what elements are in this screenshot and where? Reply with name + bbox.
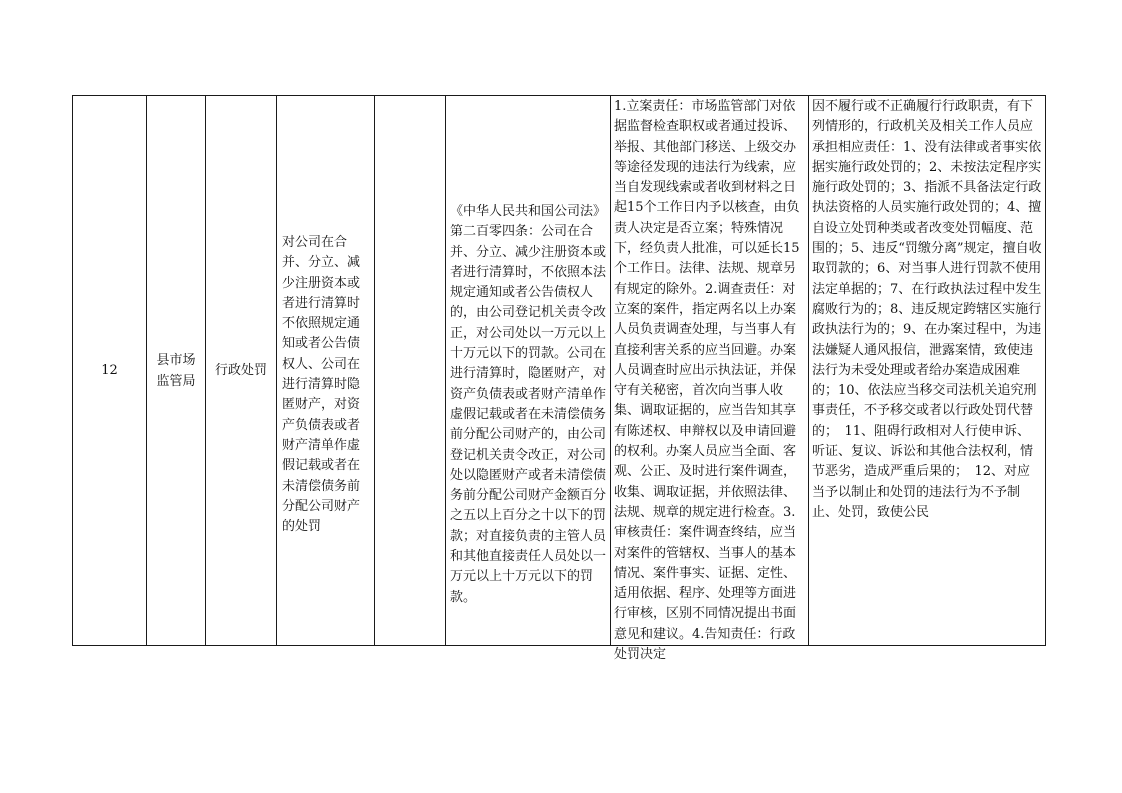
legal-basis: 《中华人民共和国公司法》第二百零四条：公司在合并、分立、减少注册资本或者进行清算时，不依照本法规定通知或者公告债权人的，由公司登记机关责令改正，对公司处以一万元以上十万元以下的罚款。公司在进行清算时，隐匿财产，对资产负债表或者财产清单作虚假记载或者在未清偿债务前分配公司财产的，由公司登记机关责令改正，对公司处以隐匿财产或者未清偿债务前分配公司财产金额百分之五以上百分之十以下的罚款；对直接负责的主管人员和其他直接责任人员处以一万元以上十万元以下的罚款。	[450, 204, 607, 605]
sub-item-cell	[375, 96, 446, 646]
category: 行政处罚	[214, 363, 267, 378]
department-cell	[147, 96, 206, 646]
department-name-line1: 县市场	[156, 352, 196, 368]
table-row	[73, 96, 1046, 646]
responsibility-table	[72, 95, 1046, 663]
category-cell	[206, 96, 277, 646]
legal-basis-cell	[446, 96, 611, 646]
responsibilities-cell	[611, 96, 809, 663]
department-name-line2: 监管局	[156, 373, 196, 389]
responsibilities: 1.立案责任：市场监管部门对依据监督检查职权或者通过投诉、举报、其他部门移送、上级交办等途径发现的违法行为线索，应当自发现线索或者收到材料之日起15个工作日内予以核查，由负责人决定是否立案；特殊情况下，经负责人批准，可以延长15个工作日。法律、法规、规章另有规定的除外。2.调查责任：对立案的案件，指定两名以上办案人员负责调查处理，与当事人有直接利害关系的应当回避。办案人员调查时应出示执法证，并保守有关秘密，首次向当事人收集、调取证据的，应当告知其享有陈述权、申辩权以及申请回避的权利。办案人员应当全面、客观、公正、及时进行案件调查，收集、调取证据，并依照法律、法规、规章的规定进行检查。3.审核责任：案件调查终结，应当对案件的管辖权、当事人的基本情况、案件事实、证据、定性、适用依据、程序、处理等方面进行审核，区别不同情况提出书面意见和建议。4.告知责任：行政处罚决定	[614, 99, 800, 663]
row-number-cell	[73, 96, 147, 646]
accountability: 因不履行或不正确履行行政职责，有下列情形的，行政机关及相关工作人员应承担相应责任：1、没有法律或者事实依据实施行政处罚的；2、未按法定程序实施行政处罚的；3、指派不具备法定行政执法资格的人员实施行政处罚的；4、擅自设立处罚种类或者改变处罚幅度、范围的；5、违反“罚缴分离”规定，擅自收取罚款的；6、对当事人进行罚款不使用法定单据的；7、在行政执法过程中发生腐败行为的；8、违反规定跨辖区实施行政执法行为的；9、在办案过程中，为违法嫌疑人通风报信，泄露案情，致使违法行为未受处理或者给办案造成困难的；10、依法应当移交司法机关追究刑事责任，不予移交或者以行政处罚代替的； 11、阻碍行政相对人行使申诉、听证、复议、诉讼和其他合法权利，情节恶劣，造成严重后果的； 12、对应当予以制止和处罚的违法行为不予制止、处罚，致使公民	[812, 99, 1042, 520]
row-number: 12	[101, 363, 118, 378]
accountability-cell	[809, 96, 1046, 646]
item-name: 对公司在合并、分立、减少注册资本或者进行清算时不依照规定通知或者公告债权人、公司在进行清算时隐匿财产，对资产负债表或者财产清单作虚假记载或者在未清偿债务前分配公司财产的处罚	[282, 235, 361, 535]
item-name-cell	[277, 96, 375, 646]
